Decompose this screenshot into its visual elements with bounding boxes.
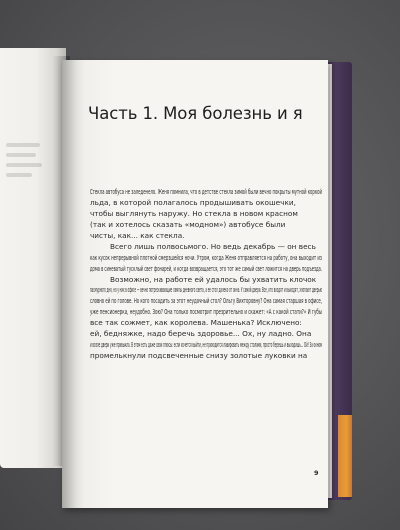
text-line: (так и хотелось сказать «модном») автобусе были — [90, 219, 286, 229]
text-line: Стекла автобуса не заледенело. Женя помнила, что в детстве стекла зимой были вечно покрыты мутной коркой — [90, 187, 322, 196]
text-line: Всего лишь полвосьмого. Но ведь декабрь — он весь — [110, 241, 316, 251]
text-line: чисты, как... как стекла. — [90, 230, 185, 240]
chapter-title: Часть 1. Моя болезнь и я — [88, 104, 303, 123]
text-line: чтобы выглянуть наружу. Но стекла в новом красном — [90, 208, 298, 218]
text-line: как кусок непрерывной плотной смерзшейся ночи. Утром, когда Женя отправляется на работу, она выходит из — [90, 252, 322, 262]
gutter-shadow-right — [62, 60, 84, 508]
text-line: Возможно, на работе ей удалось бы ухватить клочок — [110, 274, 317, 284]
text-line: пасмурного дня, но у них в офисе — вечно потрескивающие лампы дневного света, а ее стол далеко от окна. У самой двери. Все, кто входят и выходят, хлопают дверью — [90, 285, 322, 295]
book-cover-orange-stripe — [338, 415, 352, 497]
text-line: ей, бедняжке, надо беречь здоровье... Ох, ну ладно. Она — [90, 329, 312, 339]
text-line: и возле двери уже привыкла. В этом есть даже свои плюсы: если хочется выйти, не приходится лавировать между столами, просто берешь и выходишь... Ой! За окном — [90, 340, 322, 350]
text-line: все так сожмет, как королева. Машенька? Исключено: — [90, 318, 302, 328]
text-line: промелькнули подсвеченные снизу золотые луковки на — [90, 351, 308, 361]
body-text — [90, 187, 322, 362]
left-page-ghost-text — [6, 143, 46, 183]
text-line: уже пенсионерка, неудобно. Зою? Она только посмотрит презрительно и скажет: «А с какой стати?» И губы — [90, 307, 322, 317]
text-line: льда, в которой полагалось продышивать окошечки, — [90, 197, 296, 207]
text-line: дома в синеватый тусклый свет фонарей, и когда возвращается, это тот же самый свет ложится на дверь подъезда. — [90, 263, 322, 273]
page-number: 9 — [314, 469, 319, 477]
text-line: словно ей по голове. Но кого посадить за этот неудачный стол? Ольгу Вихторовну? Она самая старшая в офисе, — [90, 296, 322, 306]
